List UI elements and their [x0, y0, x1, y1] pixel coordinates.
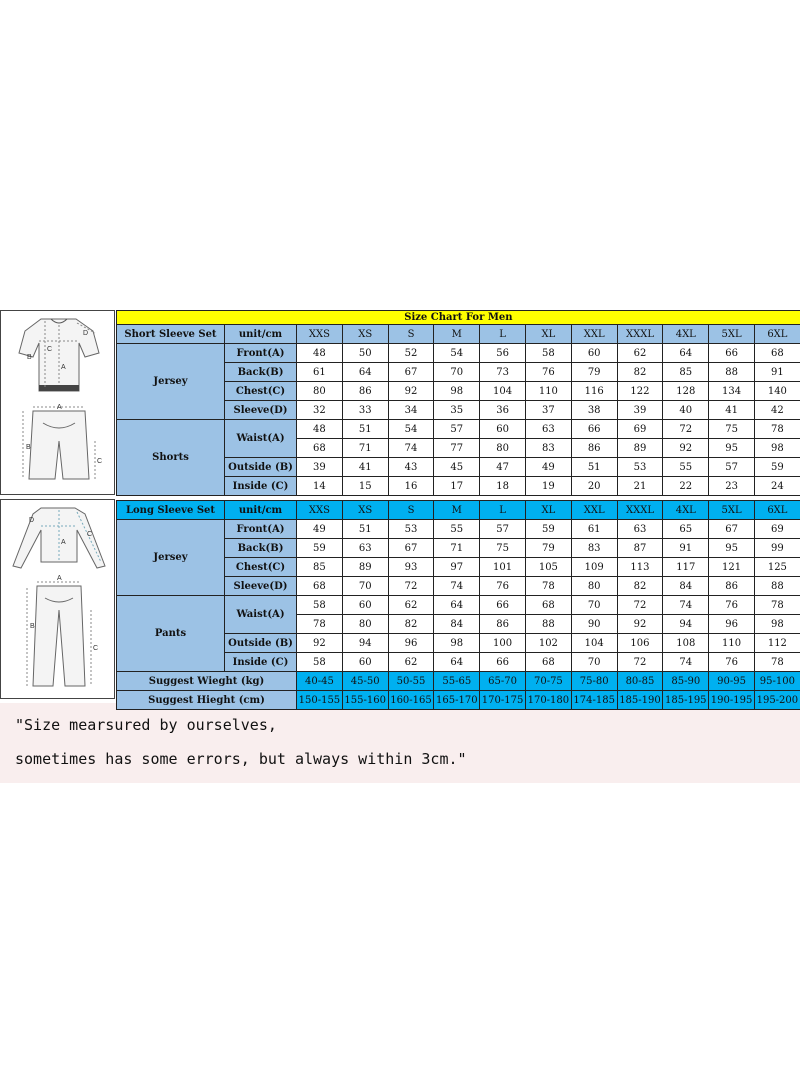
size-xs: XS — [342, 325, 388, 344]
value-cell: 47 — [480, 458, 526, 477]
value-cell: 22 — [663, 477, 709, 496]
value-cell: 100 — [480, 634, 526, 653]
size-l: L — [480, 325, 526, 344]
value-cell: 91 — [754, 363, 800, 382]
label-d: D — [83, 330, 89, 337]
value-cell: 116 — [571, 382, 617, 401]
value-cell: 67 — [388, 539, 434, 558]
svg-text:A: A — [57, 404, 62, 411]
size-table — [116, 310, 800, 710]
value-cell: 87 — [617, 539, 663, 558]
weight-cell: 95-100 — [754, 672, 800, 691]
measure-label: Back(B) — [225, 363, 297, 382]
size-6xl: 6XL — [754, 501, 800, 520]
value-cell: 82 — [617, 363, 663, 382]
size-4xl: 4XL — [663, 325, 709, 344]
svg-text:C: C — [97, 458, 103, 465]
value-cell: 53 — [388, 520, 434, 539]
value-cell: 92 — [388, 382, 434, 401]
svg-text:C: C — [93, 645, 99, 652]
value-cell: 39 — [617, 401, 663, 420]
value-cell: 79 — [571, 363, 617, 382]
value-cell: 19 — [525, 477, 571, 496]
height-cell: 185-190 — [617, 691, 663, 710]
size-m: M — [434, 501, 480, 520]
measure-label: Outside (B) — [225, 634, 297, 653]
value-cell: 73 — [480, 363, 526, 382]
value-cell: 68 — [297, 577, 343, 596]
size-chart — [0, 310, 800, 785]
height-cell: 155-160 — [342, 691, 388, 710]
long-sleeve-jersey-label: Jersey — [117, 520, 225, 596]
value-cell: 56 — [480, 344, 526, 363]
size-xxl: XXL — [571, 325, 617, 344]
value-cell: 60 — [480, 420, 526, 439]
height-cell: 174-185 — [571, 691, 617, 710]
value-cell: 51 — [342, 520, 388, 539]
value-cell: 128 — [663, 382, 709, 401]
size-xxxl: XXXL — [617, 501, 663, 520]
value-cell: 121 — [709, 558, 755, 577]
value-cell: 77 — [434, 439, 480, 458]
value-cell: 80 — [480, 439, 526, 458]
short-sleeve-shorts-waist-row — [117, 420, 800, 439]
size-5xl: 5XL — [709, 501, 755, 520]
value-cell: 96 — [388, 634, 434, 653]
value-cell: 83 — [571, 539, 617, 558]
value-cell: 32 — [297, 401, 343, 420]
value-cell: 43 — [388, 458, 434, 477]
value-cell: 66 — [709, 344, 755, 363]
value-cell: 80 — [297, 382, 343, 401]
value-cell: 69 — [617, 420, 663, 439]
value-cell: 105 — [525, 558, 571, 577]
value-cell: 72 — [617, 653, 663, 672]
height-cell: 165-170 — [434, 691, 480, 710]
value-cell: 74 — [663, 596, 709, 615]
value-cell: 108 — [663, 634, 709, 653]
value-cell: 84 — [663, 577, 709, 596]
value-cell: 34 — [388, 401, 434, 420]
value-cell: 109 — [571, 558, 617, 577]
value-cell: 78 — [754, 653, 800, 672]
value-cell: 88 — [754, 577, 800, 596]
size-xl: XL — [525, 325, 571, 344]
weight-cell: 40-45 — [297, 672, 343, 691]
value-cell: 70 — [434, 363, 480, 382]
value-cell: 93 — [388, 558, 434, 577]
value-cell: 78 — [754, 420, 800, 439]
value-cell: 68 — [525, 653, 571, 672]
value-cell: 113 — [617, 558, 663, 577]
measure-label: Outside (B) — [225, 458, 297, 477]
value-cell: 80 — [342, 615, 388, 634]
value-cell: 35 — [434, 401, 480, 420]
svg-text:C: C — [87, 531, 93, 538]
svg-text:D: D — [29, 517, 35, 524]
value-cell: 92 — [617, 615, 663, 634]
long-sleeve-pants-waist-row — [117, 596, 800, 615]
measure-label: Chest(C) — [225, 558, 297, 577]
value-cell: 21 — [617, 477, 663, 496]
value-cell: 41 — [709, 401, 755, 420]
short-sleeve-shorts-label: Shorts — [117, 420, 225, 496]
measure-label: Waist(A) — [225, 596, 297, 634]
title-row — [117, 311, 800, 325]
size-4xl: 4XL — [663, 501, 709, 520]
value-cell: 66 — [480, 653, 526, 672]
value-cell: 68 — [297, 439, 343, 458]
value-cell: 17 — [434, 477, 480, 496]
value-cell: 72 — [617, 596, 663, 615]
value-cell: 72 — [663, 420, 709, 439]
label-a: A — [61, 364, 66, 371]
size-xxxl: XXXL — [617, 325, 663, 344]
long-sleeve-diagram — [0, 499, 115, 699]
value-cell: 71 — [434, 539, 480, 558]
value-cell: 94 — [342, 634, 388, 653]
value-cell: 78 — [525, 577, 571, 596]
value-cell: 62 — [617, 344, 663, 363]
value-cell: 95 — [709, 539, 755, 558]
value-cell: 76 — [480, 577, 526, 596]
note-line-2: sometimes has some errors, but always within 3cm." — [15, 750, 467, 768]
value-cell: 66 — [571, 420, 617, 439]
measure-label: Front(A) — [225, 520, 297, 539]
value-cell: 88 — [525, 615, 571, 634]
weight-cell: 45-50 — [342, 672, 388, 691]
size-xxs: XXS — [297, 325, 343, 344]
value-cell: 60 — [571, 344, 617, 363]
value-cell: 96 — [709, 615, 755, 634]
value-cell: 72 — [388, 577, 434, 596]
measure-label: Sleeve(D) — [225, 401, 297, 420]
suggest-height-label: Suggest Hieght (cm) — [117, 691, 297, 710]
value-cell: 122 — [617, 382, 663, 401]
value-cell: 20 — [571, 477, 617, 496]
height-cell: 195-200 — [754, 691, 800, 710]
value-cell: 76 — [525, 363, 571, 382]
value-cell: 58 — [297, 653, 343, 672]
value-cell: 58 — [525, 344, 571, 363]
long-sleeve-illustration — [1, 500, 116, 700]
value-cell: 15 — [342, 477, 388, 496]
value-cell: 23 — [709, 477, 755, 496]
suggest-weight-label: Suggest Wieght (kg) — [117, 672, 297, 691]
value-cell: 74 — [388, 439, 434, 458]
value-cell: 66 — [480, 596, 526, 615]
value-cell: 78 — [754, 596, 800, 615]
value-cell: 79 — [525, 539, 571, 558]
svg-text:A: A — [61, 539, 66, 546]
measure-label: Sleeve(D) — [225, 577, 297, 596]
value-cell: 33 — [342, 401, 388, 420]
value-cell: 58 — [297, 596, 343, 615]
value-cell: 86 — [342, 382, 388, 401]
long-sleeve-header: Long Sleeve Set — [117, 501, 225, 520]
value-cell: 95 — [709, 439, 755, 458]
value-cell: 39 — [297, 458, 343, 477]
size-xs: XS — [342, 501, 388, 520]
value-cell: 101 — [480, 558, 526, 577]
value-cell: 70 — [571, 596, 617, 615]
value-cell: 71 — [342, 439, 388, 458]
value-cell: 70 — [342, 577, 388, 596]
value-cell: 24 — [754, 477, 800, 496]
value-cell: 38 — [571, 401, 617, 420]
value-cell: 61 — [297, 363, 343, 382]
value-cell: 69 — [754, 520, 800, 539]
size-xl: XL — [525, 501, 571, 520]
value-cell: 67 — [388, 363, 434, 382]
value-cell: 78 — [297, 615, 343, 634]
size-xxs: XXS — [297, 501, 343, 520]
value-cell: 92 — [663, 439, 709, 458]
short-sleeve-header: Short Sleeve Set — [117, 325, 225, 344]
suggest-weight-row — [117, 672, 800, 691]
value-cell: 42 — [754, 401, 800, 420]
value-cell: 49 — [525, 458, 571, 477]
value-cell: 63 — [525, 420, 571, 439]
value-cell: 140 — [754, 382, 800, 401]
value-cell: 98 — [754, 615, 800, 634]
value-cell: 52 — [388, 344, 434, 363]
value-cell: 90 — [571, 615, 617, 634]
value-cell: 18 — [480, 477, 526, 496]
size-6xl: 6XL — [754, 325, 800, 344]
value-cell: 64 — [342, 363, 388, 382]
value-cell: 50 — [342, 344, 388, 363]
weight-cell: 55-65 — [434, 672, 480, 691]
value-cell: 86 — [480, 615, 526, 634]
value-cell: 97 — [434, 558, 480, 577]
size-s: S — [388, 501, 434, 520]
weight-cell: 70-75 — [525, 672, 571, 691]
value-cell: 51 — [342, 420, 388, 439]
value-cell: 76 — [709, 653, 755, 672]
value-cell: 80 — [571, 577, 617, 596]
value-cell: 106 — [617, 634, 663, 653]
long-sleeve-unit: unit/cm — [225, 501, 297, 520]
value-cell: 45 — [434, 458, 480, 477]
value-cell: 61 — [571, 520, 617, 539]
value-cell: 53 — [617, 458, 663, 477]
value-cell: 62 — [388, 653, 434, 672]
value-cell: 82 — [388, 615, 434, 634]
value-cell: 67 — [709, 520, 755, 539]
value-cell: 83 — [525, 439, 571, 458]
value-cell: 41 — [342, 458, 388, 477]
value-cell: 68 — [754, 344, 800, 363]
value-cell: 60 — [342, 596, 388, 615]
chart-title: Size Chart For Men — [117, 311, 800, 325]
value-cell: 86 — [709, 577, 755, 596]
label-c: C — [47, 346, 53, 353]
value-cell: 68 — [525, 596, 571, 615]
value-cell: 98 — [754, 439, 800, 458]
value-cell: 51 — [571, 458, 617, 477]
value-cell: 94 — [663, 615, 709, 634]
value-cell: 59 — [525, 520, 571, 539]
value-cell: 59 — [297, 539, 343, 558]
value-cell: 64 — [663, 344, 709, 363]
value-cell: 37 — [525, 401, 571, 420]
value-cell: 102 — [525, 634, 571, 653]
value-cell: 85 — [663, 363, 709, 382]
suggest-height-row — [117, 691, 800, 710]
measure-label: Chest(C) — [225, 382, 297, 401]
value-cell: 63 — [342, 539, 388, 558]
long-sleeve-jersey-row — [117, 520, 800, 539]
size-s: S — [388, 325, 434, 344]
long-sleeve-header-row — [117, 501, 800, 520]
value-cell: 110 — [525, 382, 571, 401]
value-cell: 65 — [663, 520, 709, 539]
svg-text:B: B — [30, 623, 35, 630]
weight-cell: 65-70 — [480, 672, 526, 691]
value-cell: 36 — [480, 401, 526, 420]
short-sleeve-jersey-row — [117, 344, 800, 363]
value-cell: 92 — [297, 634, 343, 653]
value-cell: 48 — [297, 344, 343, 363]
value-cell: 76 — [709, 596, 755, 615]
value-cell: 60 — [342, 653, 388, 672]
value-cell: 54 — [434, 344, 480, 363]
value-cell: 84 — [434, 615, 480, 634]
weight-cell: 85-90 — [663, 672, 709, 691]
value-cell: 112 — [754, 634, 800, 653]
short-sleeve-header-row — [117, 325, 800, 344]
value-cell: 54 — [388, 420, 434, 439]
svg-text:B: B — [26, 444, 31, 451]
value-cell: 14 — [297, 477, 343, 496]
label-b: B — [27, 354, 32, 361]
short-sleeve-illustration — [1, 311, 116, 496]
value-cell: 134 — [709, 382, 755, 401]
value-cell: 63 — [617, 520, 663, 539]
measure-label: Front(A) — [225, 344, 297, 363]
value-cell: 104 — [571, 634, 617, 653]
value-cell: 110 — [709, 634, 755, 653]
value-cell: 99 — [754, 539, 800, 558]
value-cell: 75 — [709, 420, 755, 439]
height-cell: 150-155 — [297, 691, 343, 710]
height-cell: 170-180 — [525, 691, 571, 710]
value-cell: 62 — [388, 596, 434, 615]
height-cell: 185-195 — [663, 691, 709, 710]
short-sleeve-jersey-label: Jersey — [117, 344, 225, 420]
size-xxl: XXL — [571, 501, 617, 520]
weight-cell: 90-95 — [709, 672, 755, 691]
value-cell: 98 — [434, 382, 480, 401]
value-cell: 85 — [297, 558, 343, 577]
value-cell: 74 — [434, 577, 480, 596]
weight-cell: 80-85 — [617, 672, 663, 691]
value-cell: 57 — [480, 520, 526, 539]
short-sleeve-diagram — [0, 310, 115, 495]
value-cell: 55 — [663, 458, 709, 477]
value-cell: 91 — [663, 539, 709, 558]
value-cell: 48 — [297, 420, 343, 439]
value-cell: 74 — [663, 653, 709, 672]
measure-label: Waist(A) — [225, 420, 297, 458]
short-sleeve-unit: unit/cm — [225, 325, 297, 344]
value-cell: 104 — [480, 382, 526, 401]
value-cell: 89 — [342, 558, 388, 577]
value-cell: 40 — [663, 401, 709, 420]
note-line-1: "Size mearsured by ourselves, — [15, 716, 277, 734]
value-cell: 70 — [571, 653, 617, 672]
measure-label: Inside (C) — [225, 653, 297, 672]
value-cell: 64 — [434, 596, 480, 615]
value-cell: 57 — [709, 458, 755, 477]
height-cell: 170-175 — [480, 691, 526, 710]
measure-label: Inside (C) — [225, 477, 297, 496]
value-cell: 98 — [434, 634, 480, 653]
value-cell: 16 — [388, 477, 434, 496]
value-cell: 64 — [434, 653, 480, 672]
value-cell: 88 — [709, 363, 755, 382]
height-cell: 160-165 — [388, 691, 434, 710]
size-l: L — [480, 501, 526, 520]
size-5xl: 5XL — [709, 325, 755, 344]
value-cell: 59 — [754, 458, 800, 477]
value-cell: 55 — [434, 520, 480, 539]
value-cell: 125 — [754, 558, 800, 577]
value-cell: 117 — [663, 558, 709, 577]
long-sleeve-pants-label: Pants — [117, 596, 225, 672]
value-cell: 82 — [617, 577, 663, 596]
weight-cell: 50-55 — [388, 672, 434, 691]
value-cell: 86 — [571, 439, 617, 458]
weight-cell: 75-80 — [571, 672, 617, 691]
value-cell: 57 — [434, 420, 480, 439]
size-m: M — [434, 325, 480, 344]
value-cell: 89 — [617, 439, 663, 458]
measure-label: Back(B) — [225, 539, 297, 558]
value-cell: 49 — [297, 520, 343, 539]
value-cell: 75 — [480, 539, 526, 558]
height-cell: 190-195 — [709, 691, 755, 710]
svg-text:A: A — [57, 575, 62, 582]
